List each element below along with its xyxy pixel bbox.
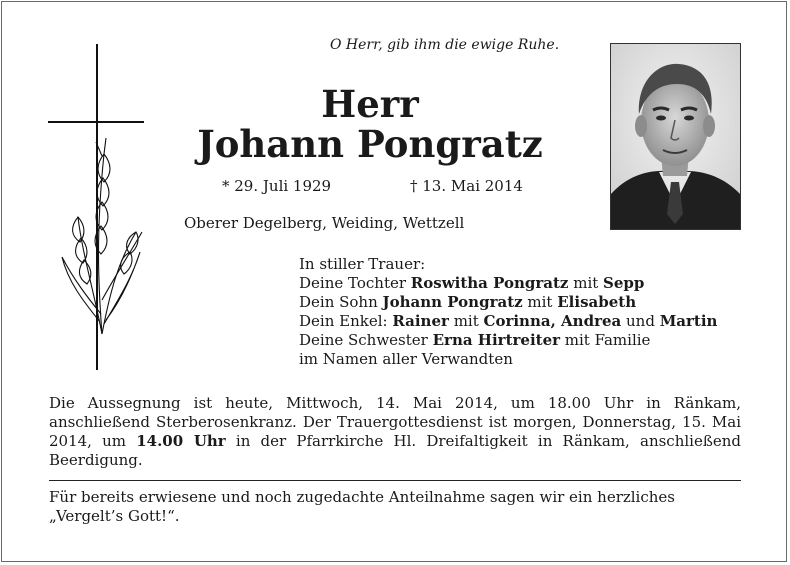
mourner-line: Dein Sohn Johann Pongratz mit Elisabeth	[299, 293, 637, 311]
ceremony-time: 14.00 Uhr	[136, 432, 226, 450]
mourners-intro: In stiller Trauer:	[299, 255, 426, 273]
mourner-name: Johann Pongratz	[382, 293, 523, 311]
mourner-name: Sepp	[603, 274, 645, 292]
mourner-name: Elisabeth	[557, 293, 637, 311]
mourner-name: Rainer	[392, 312, 449, 330]
death-date: † 13. Mai 2014	[410, 177, 523, 195]
mourner-name: Martin	[659, 312, 718, 330]
mourners-block	[299, 255, 717, 369]
mourner-line: Deine Tochter Roswitha Pongratz mit Sepp	[299, 274, 645, 292]
thanks-text: Für bereits erwiesene und noch zugedachte Anteilnahme sagen wir ein herzliches „Vergelt’s Gott!“.	[49, 488, 675, 525]
birth-date: * 29. Juli 1929	[222, 177, 332, 195]
page-title-line-2: Johann Pongratz	[197, 122, 543, 166]
divider	[49, 480, 741, 481]
motto: O Herr, gib ihm die ewige Ruhe.	[330, 37, 560, 53]
mourner-line: Dein Enkel: Rainer mit Corinna, Andrea und Martin	[299, 312, 718, 330]
mourner-name: Roswitha Pongratz	[410, 274, 569, 292]
cross-with-wheat-icon	[44, 42, 154, 372]
mourners-closing: im Namen aller Verwandten	[299, 350, 513, 368]
page-title-line-1: Herr	[321, 82, 419, 126]
portrait-icon	[611, 44, 740, 229]
portrait-photo	[610, 43, 741, 230]
residence: Oberer Degelberg, Weiding, Wettzell	[184, 214, 465, 232]
ceremony-text: Die Aussegnung ist heute, Mittwoch, 14. Mai 2014, um 18.00 Uhr in Ränkam, anschließend Sterberosenkranz. Der Trauergottesdienst ist morgen, Donnerstag, 15. Mai 2014, um 14.00 Uhr in der Pfarrkirche Hl. Dreifaltigkeit in Ränkam, anschließend Beerdigung.	[49, 394, 741, 469]
mourner-name: Erna Hirtreiter	[432, 331, 561, 349]
mourner-name: Corinna, Andrea	[483, 312, 622, 330]
mourner-line: Deine Schwester Erna Hirtreiter mit Familie	[299, 331, 651, 349]
